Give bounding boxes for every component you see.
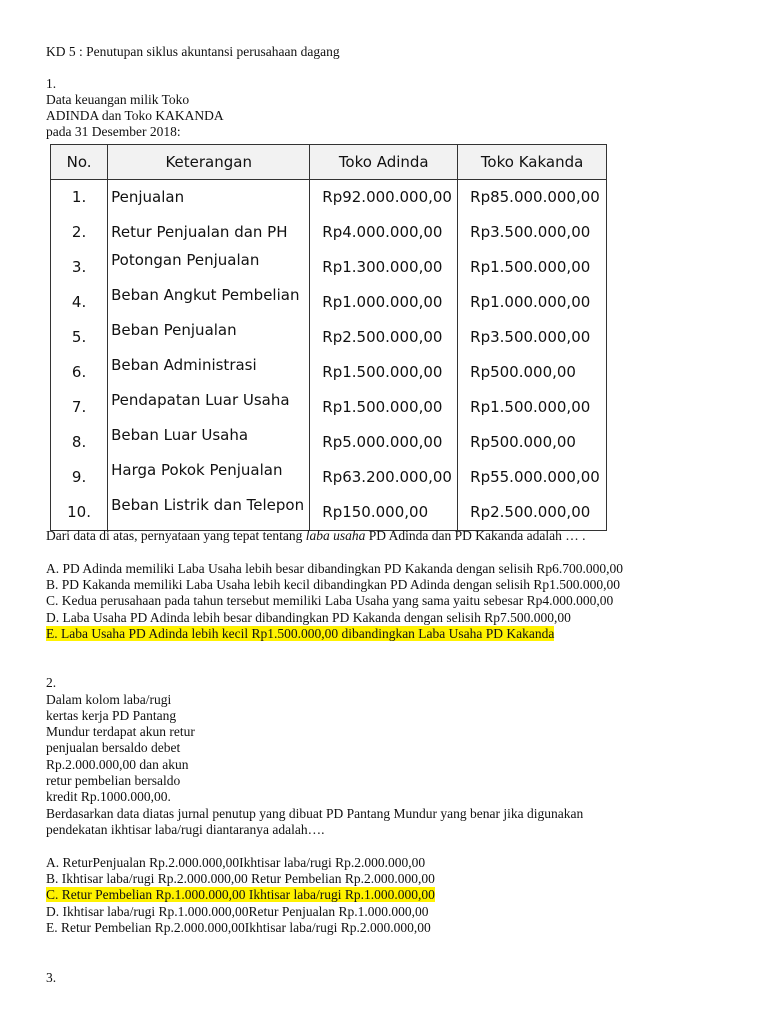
row-no: 9. — [71, 468, 87, 486]
question-2-text-line: Berdasarkan data diatas jurnal penutup yang dibuat PD Pantang Mundur yang benar jika digunakan — [46, 806, 584, 821]
question-2-option-d[interactable]: D. Ikhtisar laba/rugi Rp.1.000.000,00Retur Penjualan Rp.1.000.000,00 — [46, 904, 429, 919]
row-adinda-value: Rp1.500.000,00 — [322, 398, 443, 416]
header-toko-kakanda: Toko Kakanda — [458, 145, 607, 180]
row-adinda-value: Rp1.000.000,00 — [322, 293, 443, 311]
question-2-option-a[interactable]: A. ReturPenjualan Rp.2.000.000,00Ikhtisar laba/rugi Rp.2.000.000,00 — [46, 855, 426, 870]
row-keterangan: Beban Luar Usaha — [111, 426, 249, 444]
row-keterangan: Beban Angkut Pembelian — [111, 286, 300, 304]
question-1-prompt — [46, 528, 586, 544]
row-keterangan: Retur Penjualan dan PH — [111, 223, 288, 241]
question-2-text-line: penjualan bersaldo debet — [46, 740, 181, 755]
row-keterangan: Beban Administrasi — [111, 356, 257, 374]
row-keterangan: Pendapatan Luar Usaha — [111, 391, 290, 409]
row-adinda-value: Rp1.300.000,00 — [322, 258, 443, 276]
question-1-option-c[interactable]: C. Kedua perusahaan pada tahun tersebut memiliki Laba Usaha yang sama yaitu sebesar Rp4.000.000,00 — [46, 593, 614, 608]
question-2-option-e[interactable]: E. Retur Pembelian Rp.2.000.000,00Ikhtisar laba/rugi Rp.2.000.000,00 — [46, 920, 431, 935]
row-no: 1. — [71, 188, 87, 206]
keterangan-column — [108, 180, 310, 531]
row-no: 10. — [67, 503, 91, 521]
row-kakanda-value: Rp55.000.000,00 — [470, 468, 600, 486]
row-keterangan: Penjualan — [111, 188, 185, 206]
row-adinda-value: Rp92.000.000,00 — [322, 188, 452, 206]
question-2-option-c-answer[interactable]: C. Retur Pembelian Rp.1.000.000,00 Ikhtisar laba/rugi Rp.1.000.000,00 — [46, 887, 435, 902]
row-no: 2. — [71, 223, 87, 241]
question-2-option-b[interactable]: B. Ikhtisar laba/rugi Rp.2.000.000,00 Retur Pembelian Rp.2.000.000,00 — [46, 871, 435, 886]
question-1-prompt-prefix: Dari data di atas, pernyataan yang tepat tentang — [46, 528, 306, 543]
header-toko-adinda: Toko Adinda — [310, 145, 458, 180]
question-1-option-e-answer[interactable]: E. Laba Usaha PD Adinda lebih kecil Rp1.500.000,00 dibandingkan Laba Usaha PD Kakanda — [46, 626, 555, 641]
row-no: 8. — [71, 433, 87, 451]
row-keterangan: Harga Pokok Penjualan — [111, 461, 283, 479]
row-kakanda-value: Rp1.500.000,00 — [470, 398, 591, 416]
row-kakanda-value: Rp3.500.000,00 — [470, 328, 591, 346]
row-kakanda-value: Rp2.500.000,00 — [470, 503, 591, 521]
row-kakanda-value: Rp1.500.000,00 — [470, 258, 591, 276]
table-header-row — [51, 145, 607, 180]
question-2-text-line: kertas kerja PD Pantang — [46, 708, 177, 723]
question-2-text-line: Rp.2.000.000,00 dan akun — [46, 757, 189, 772]
question-2-text-line: pendekatan ikhtisar laba/rugi diantaranya adalah…. — [46, 822, 325, 837]
question-1-prompt-suffix: PD Adinda dan PD Kakanda adalah … . — [365, 528, 586, 543]
question-3-number: 3. — [46, 970, 57, 985]
question-2-number: 2. — [46, 675, 57, 690]
question-1-option-d[interactable]: D. Laba Usaha PD Adinda lebih besar dibandingkan PD Kakanda dengan selisih Rp7.500.000,00 — [46, 610, 571, 625]
row-no: 7. — [71, 398, 87, 416]
row-no: 4. — [71, 293, 87, 311]
row-keterangan: Beban Listrik dan Telepon — [111, 496, 305, 514]
row-adinda-value: Rp63.200.000,00 — [322, 468, 452, 486]
toko-adinda-column — [310, 180, 458, 531]
row-adinda-value: Rp4.000.000,00 — [322, 223, 443, 241]
no-column — [51, 180, 108, 531]
question-1-option-b[interactable]: B. PD Kakanda memiliki Laba Usaha lebih kecil dibandingkan PD Adinda dengan selisih Rp1.500.000,00 — [46, 577, 621, 592]
row-no: 6. — [71, 363, 87, 381]
question-2-text-line: kredit Rp.1000.000,00. — [46, 789, 171, 804]
header-keterangan: Keterangan — [108, 145, 310, 180]
financial-data-table — [50, 144, 607, 531]
question-1-intro-line: Data keuangan milik Toko — [46, 92, 190, 107]
row-kakanda-value: Rp85.000.000,00 — [470, 188, 600, 206]
question-1-option-a[interactable]: A. PD Adinda memiliki Laba Usaha lebih besar dibandingkan PD Kakanda dengan selisih Rp6.700.000,00 — [46, 561, 624, 576]
row-adinda-value: Rp2.500.000,00 — [322, 328, 443, 346]
toko-kakanda-column — [458, 180, 607, 531]
question-1-number: 1. — [46, 76, 57, 91]
question-1-intro-line: ADINDA dan Toko KAKANDA — [46, 108, 224, 123]
row-keterangan: Potongan Penjualan — [111, 251, 260, 269]
page-heading: KD 5 : Penutupan siklus akuntansi perusahaan dagang — [46, 44, 340, 59]
row-adinda-value: Rp1.500.000,00 — [322, 363, 443, 381]
row-kakanda-value: Rp1.000.000,00 — [470, 293, 591, 311]
header-no: No. — [51, 145, 108, 180]
question-2-text-line: Dalam kolom laba/rugi — [46, 692, 172, 707]
row-adinda-value: Rp5.000.000,00 — [322, 433, 443, 451]
row-kakanda-value: Rp500.000,00 — [470, 363, 576, 381]
row-adinda-value: Rp150.000,00 — [322, 503, 429, 521]
question-2-text-line: retur pembelian bersaldo — [46, 773, 181, 788]
row-no: 3. — [71, 258, 87, 276]
table-body-row — [51, 180, 607, 531]
question-2-text-line: Mundur terdapat akun retur — [46, 724, 195, 739]
row-kakanda-value: Rp3.500.000,00 — [470, 223, 591, 241]
question-1-intro-line: pada 31 Desember 2018: — [46, 124, 181, 139]
row-kakanda-value: Rp500.000,00 — [470, 433, 576, 451]
row-no: 5. — [71, 328, 87, 346]
row-keterangan: Beban Penjualan — [111, 321, 237, 339]
question-1-prompt-emphasis: laba usaha — [305, 528, 366, 543]
